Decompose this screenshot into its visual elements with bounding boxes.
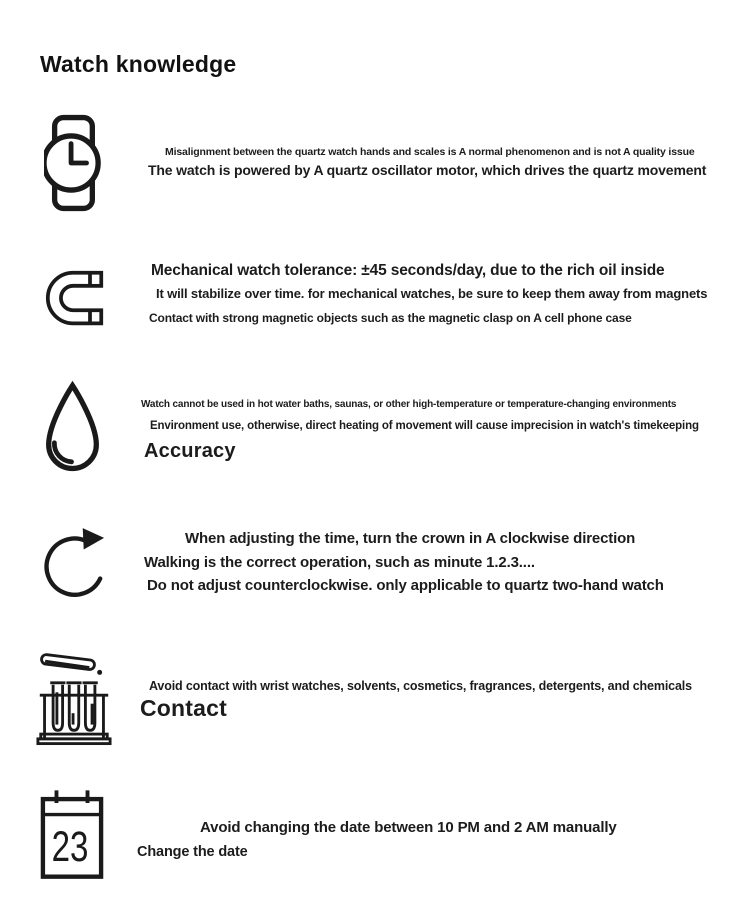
chemical-note: Avoid contact with wrist watches, solvents, cosmetics, fragrances, detergents, and chemicals: [149, 679, 692, 693]
magnet-note-main: Mechanical watch tolerance: ±45 seconds/day, due to the rich oil inside: [151, 262, 665, 279]
adjust-time-note-3: Do not adjust counterclockwise. only applicable to quartz two-hand watch: [147, 577, 664, 594]
date-change-note: Avoid changing the date between 10 PM and 2 AM manually: [200, 819, 617, 836]
temperature-note-secondary: Environment use, otherwise, direct heating of movement will cause imprecision in watch's timekeeping: [150, 420, 699, 432]
magnet-note-secondary: It will stabilize over time. for mechanical watches, be sure to keep them away from magnets: [156, 286, 708, 301]
quartz-note-small: Misalignment between the quartz watch hands and scales is A normal phenomenon and is not A quality issue: [165, 146, 695, 158]
quartz-note-main: The watch is powered by A quartz oscillator motor, which drives the quartz movement: [148, 162, 707, 178]
contact-heading: Contact: [140, 695, 228, 721]
page-title: Watch knowledge: [40, 51, 237, 78]
clockwise-arrow-icon: [42, 525, 106, 603]
test-tubes-icon: [36, 650, 112, 746]
change-date-heading: Change the date: [137, 844, 248, 860]
magnet-note-small: Contact with strong magnetic objects such as the magnetic clasp on A cell phone case: [149, 311, 632, 325]
magnet-icon: [45, 268, 105, 328]
accuracy-heading: Accuracy: [144, 440, 236, 462]
calendar-icon: [40, 788, 104, 880]
adjust-time-note-2: Walking is the correct operation, such as minute 1.2.3....: [144, 554, 535, 571]
wrist-watch-icon: [44, 114, 102, 212]
temperature-note-small: Watch cannot be used in hot water baths, saunas, or other high-temperature or temperature-changing environments: [141, 399, 677, 410]
adjust-time-note-1: When adjusting the time, turn the crown in A clockwise direction: [185, 530, 636, 547]
water-drop-icon: [42, 380, 103, 475]
calendar-day-number: 23: [51, 823, 89, 872]
